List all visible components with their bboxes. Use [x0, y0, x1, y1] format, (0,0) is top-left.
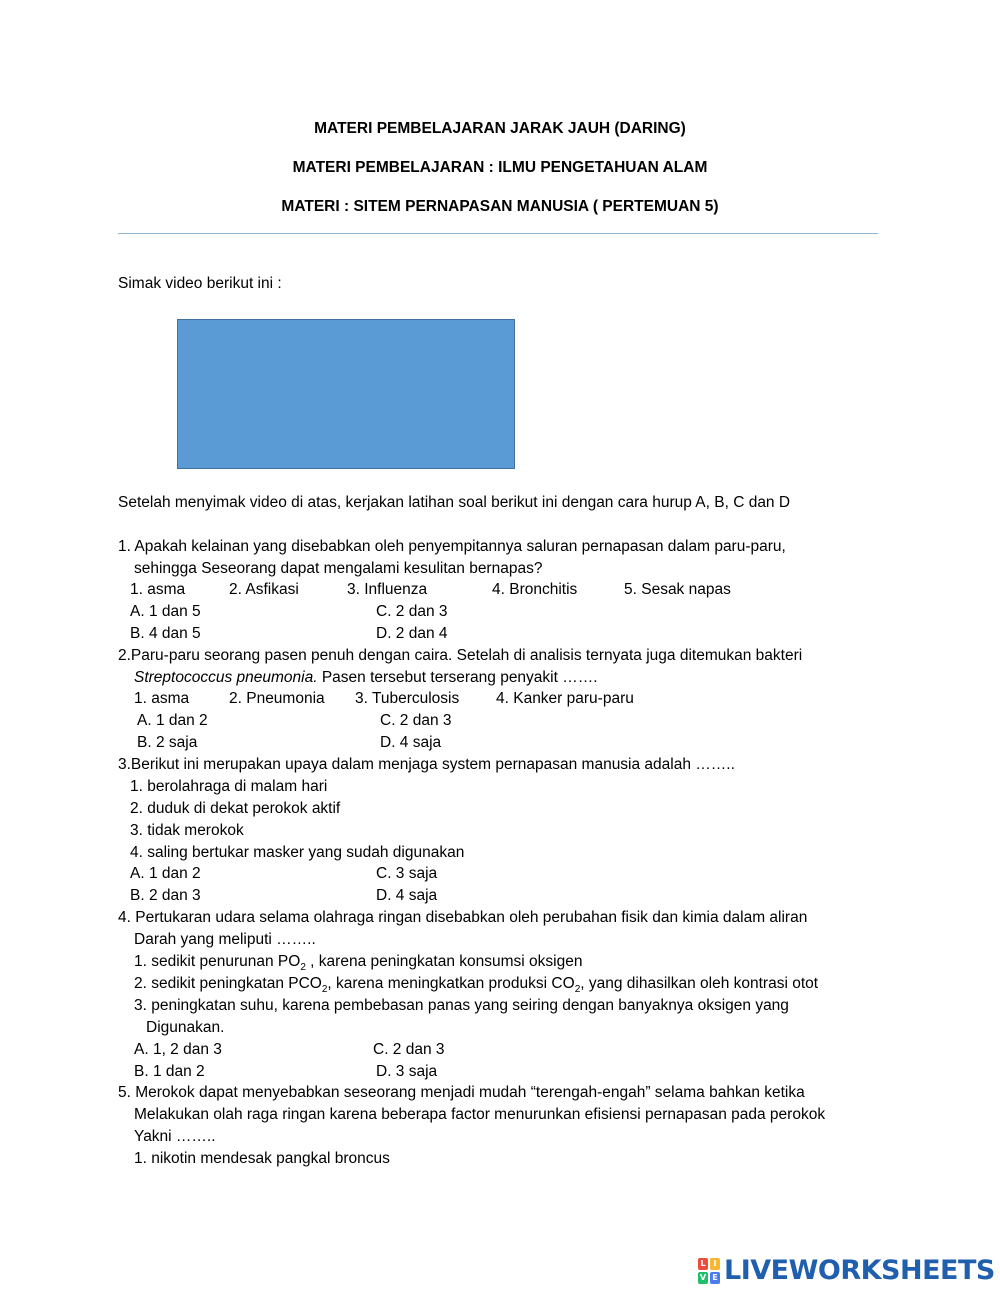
doc-title-line1: MATERI PEMBELAJARAN JARAK JAUH (DARING): [314, 120, 686, 137]
q2-item: 1. asma: [134, 690, 190, 707]
q3-option-c[interactable]: C. 3 saja: [376, 865, 438, 882]
question-5-text-cont: Melakukan olah raga ringan karena beberapa factor menurunkan efisiensi pernapasan pada perokok: [134, 1106, 826, 1123]
instruction-text: Setelah menyimak video di atas, kerjakan latihan soal berikut ini dengan cara hurup A, B, C dan D: [118, 494, 791, 511]
q3-option-a[interactable]: A. 1 dan 2: [130, 865, 201, 882]
q4-item-1-text-rest: , karena peningkatan konsumsi oksigen: [305, 953, 583, 970]
logo-block: I: [710, 1258, 720, 1270]
logo-block: L: [698, 1258, 708, 1270]
q1-option-c[interactable]: C. 2 dan 3: [376, 603, 448, 620]
q2-option-c[interactable]: C. 2 dan 3: [380, 712, 452, 729]
question-5-text-cont2: Yakni ……..: [134, 1128, 216, 1145]
q2-item: 4. Kanker paru-paru: [496, 690, 634, 707]
q4-option-b[interactable]: B. 1 dan 2: [134, 1063, 205, 1080]
q2-option-a[interactable]: A. 1 dan 2: [137, 712, 208, 729]
question-4-text: 4. Pertukaran udara selama olahraga ringan disebabkan oleh perubahan fisik dan kimia dalam aliran: [118, 909, 808, 926]
q3-item: 4. saling bertukar masker yang sudah digunakan: [130, 844, 465, 861]
question-5-text: 5. Merokok dapat menyebabkan seseorang menjadi mudah “terengah-engah” selama bahkan ketika: [118, 1084, 805, 1101]
q1-item: 1. asma: [130, 581, 186, 598]
question-4-text-cont: Darah yang meliputi ……..: [134, 931, 316, 948]
q1-option-b[interactable]: B. 4 dan 5: [130, 625, 201, 642]
q4-item-2-text: 2. sedikit peningkatan PCO: [134, 975, 322, 992]
q2-item: 3. Tuberculosis: [355, 690, 460, 707]
q3-item: 2. duduk di dekat perokok aktif: [130, 800, 341, 817]
logo-block: E: [710, 1272, 720, 1284]
intro-text: Simak video berikut ini :: [118, 275, 282, 292]
q4-item-1-text: 1. sedikit penurunan PO: [134, 953, 301, 970]
q3-option-d[interactable]: D. 4 saja: [376, 887, 438, 904]
bacteria-name: Streptococcus pneumonia.: [134, 669, 318, 686]
question-1-text: 1. Apakah kelainan yang disebabkan oleh penyempitannya saluran pernapasan dalam paru-paru,: [118, 538, 786, 555]
question-2-text: 2.Paru-paru seorang pasen penuh dengan caira. Setelah di analisis ternyata juga ditemukan bakteri: [118, 647, 803, 664]
logo-block: V: [699, 1273, 707, 1282]
q2-option-b[interactable]: B. 2 saja: [137, 734, 198, 751]
q3-option-b[interactable]: B. 2 dan 3: [130, 887, 201, 904]
q1-option-a[interactable]: A. 1 dan 5: [130, 603, 201, 620]
q3-item: 1. berolahraga di malam hari: [130, 778, 328, 795]
q4-item-2-text-rest: , yang dihasilkan oleh kontrasi otot: [580, 975, 819, 992]
q1-item: 3. Influenza: [347, 581, 428, 598]
subscript: 2: [300, 962, 306, 974]
q1-item: 5. Sesak napas: [624, 581, 731, 598]
question-2-text-cont: [134, 668, 598, 688]
liveworksheets-logo[interactable]: [698, 1256, 995, 1286]
question-1-text-cont: sehingga Seseorang dapat mengalami kesulitan bernapas?: [134, 560, 543, 577]
q2-option-d[interactable]: D. 4 saja: [380, 734, 442, 751]
q1-item: 2. Asfikasi: [229, 581, 299, 598]
q2-item: 2. Pneumonia: [229, 690, 325, 707]
q1-option-d[interactable]: D. 2 dan 4: [376, 625, 448, 642]
q4-item-3-cont: Digunakan.: [146, 1019, 225, 1036]
doc-title-line3: MATERI : SITEM PERNAPASAN MANUSIA ( PERTEMUAN 5): [281, 198, 719, 215]
subscript: 2: [574, 984, 581, 996]
q4-option-a[interactable]: A. 1, 2 dan 3: [134, 1041, 222, 1058]
q3-item: 3. tidak merokok: [130, 822, 244, 839]
q4-item-2-text-mid: , karena meningkatkan produksi CO: [327, 975, 575, 992]
header-divider: [118, 233, 878, 234]
q4-item-3: 3. peningkatan suhu, karena pembebasan panas yang seiring dengan banyaknya oksigen yang: [134, 997, 789, 1014]
q1-item: 4. Bronchitis: [492, 581, 578, 598]
logo-mark-icon: [698, 1258, 720, 1284]
video-placeholder[interactable]: [177, 319, 515, 469]
question-3-text: 3.Berikut ini merupakan upaya dalam menjaga system pernapasan manusia adalah ……..: [118, 756, 735, 773]
q4-option-c[interactable]: C. 2 dan 3: [373, 1041, 445, 1058]
doc-title-line2: MATERI PEMBELAJARAN : ILMU PENGETAHUAN ALAM: [292, 159, 708, 176]
logo-text: LIVEWORKSHEETS: [724, 1255, 995, 1286]
subscript: 2: [321, 984, 328, 996]
q5-item: 1. nikotin mendesak pangkal broncus: [134, 1150, 390, 1167]
question-2-text-rest: Pasen tersebut terserang penyakit …….: [317, 669, 598, 686]
q4-option-d[interactable]: D. 3 saja: [376, 1063, 438, 1080]
